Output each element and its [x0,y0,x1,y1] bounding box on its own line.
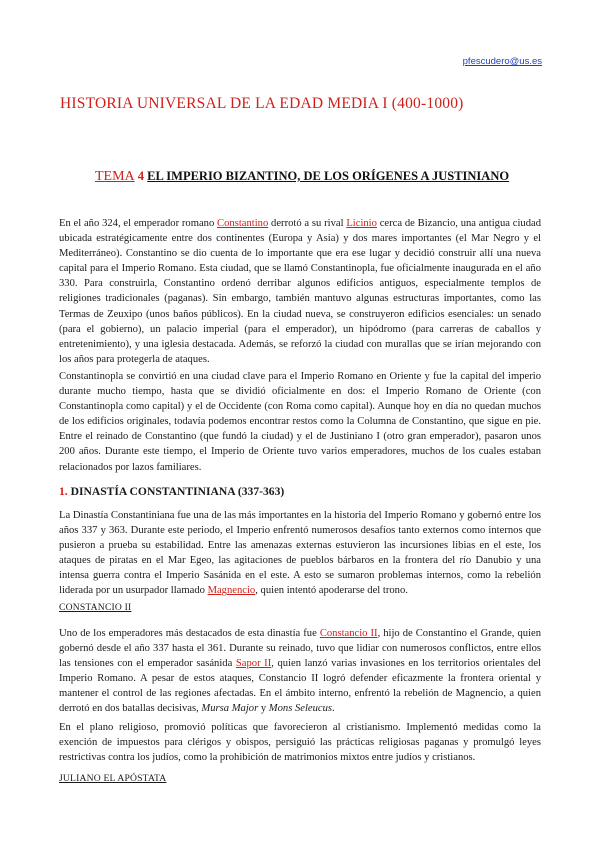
chapter-title: EL IMPERIO BIZANTINO, DE LOS ORÍGENES A JUSTINIANO [147,169,510,183]
paragraph-founding-constantinople [59,216,541,367]
battle-mons-seleucus: Mons Seleucus [268,703,333,715]
chapter-number: 4 [137,169,145,183]
text-run: La Dinastía Constantiniana fue una de las más importantes en la historia del Imperio Romano y gobernó entre los años 337 y 363. Durante este periodo, el Imperio enfrentó numerosos desafíos tanto externos como internos que pusieron a prueba su estabilidad. Entre las amenazas externas estuvieron las incursiones libias en el este, los ataques de piratas en el Mar Egeo, las agitaciones de pueblos bárbaros en la frontera del río Danubio y una intensa guerra contra el Imperio Sasánida en el este. A esto se sumaron problemas internos, como la rebelión liderada por un usurpador llamado [59,510,541,597]
link-magnencio[interactable]: Magnencio [207,585,256,597]
course-title: HISTORIA UNIVERSAL DE LA EDAD MEDIA I (400-1000) [60,95,464,112]
text-run: , hijo de Constantino el Grande, quien gobernó desde el año 337 hasta el 361. Durante su reinado, tuvo que lidiar con numerosos conflictos, entre ellos las tensiones con el emperador sasánida [59,628,542,670]
chapter-label: TEMA [95,169,135,184]
link-licinio[interactable]: Licinio [346,218,377,229]
paragraph-constancio-reign [59,626,541,717]
text-run: derrotó a su rival [268,218,347,229]
link-sapor-ii[interactable]: Sapor II [235,658,272,670]
text-run: , quien intentó apoderarse del trono. [255,585,408,597]
text-run: y [258,703,269,715]
text-run: . [332,703,335,715]
link-constantino[interactable]: Constantino [217,218,269,229]
text-run: Uno de los emperadores más destacados de esta dinastía fue [59,628,320,639]
text-run: , quien lanzó varias invasiones en los territorios orientales del Imperio Romano. A pesar de estos ataques, Constancio II logró defender eficazmente la frontera oriental y mantener el control de las regiones afectadas. En el ámbito interno, enfrentó la rebelión de Magnencio, a quien derrotó en dos batallas decisivas, [59,658,541,715]
paragraph-religious-policy: En el plano religioso, promovió políticas que favorecieron al cristianismo. Implementó medidas como la exención de impuestos para clérigos y obispos, persiguió las prácticas religiosas paganas y promulgó leyes restrictivas contra los judíos, como la prohibición de matrimonios mixtos entre judíos y cristianos. [59,722,541,764]
section-number: 1. [59,485,68,498]
paragraph-dynasty-overview [59,508,541,599]
section-heading-constantinian-dynasty [59,485,284,498]
subheading-constancio-ii: CONSTANCIO II [59,602,132,613]
text-run: cerca de Bizancio, una antigua ciudad ubicada estratégicamente entre dos continentes (Europa y Asia) y dos mares importantes (el Mar Negro y el Mediterráneo). Constantino se dio cuenta de lo importante que era ese lugar y decidió construir allí una nueva capital para el Imperio Romano. Esta ciudad, que se llamó Constantinopla, fue oficialmente inaugurada en el año 330. Para construirla, Constantino ordenó derribar algunos edificios antiguos, especialmente templos de religiones tradicionales (paganas). Sin embargo, también mantuvo algunas estructuras importantes, como las Termas de Zeuxipo (unos baños públicos). En la ciudad nueva, se construyeron edificios esenciales: un senado (para el gobierno), un palacio imperial (para el emperador), un hipódromo (para carreras de caballos y entretenimiento), y una iglesia destacada. Además, se reforzó la ciudad con murallas que se irían mejorando con los años para protegerla de ataques. [59,218,541,365]
link-constancio-ii[interactable]: Constancio II [319,628,378,639]
chapter-heading [95,169,509,185]
section-title: DINASTÍA CONSTANTINIANA (337-363) [67,485,285,498]
paragraph-capital-of-east: Constantinopla se convirtió en una ciudad clave para el Imperio Romano en Oriente y fue la capital del imperio durante mucho tiempo, hasta que se dividió oficialmente en dos: el Imperio Romano de Oriente (con Constantinopla como capital) y el de Occidente (con Roma como capital). Aunque hoy en día no quedan muchos de los edificios originales, todavía podemos encontrar restos como la Columna de Constantino, que sigue en pie. Entre el reinado de Constantino (que fundó la ciudad) y el de Justiniano I (otro gran emperador), pasaron unos 200 años. Durante este tiempo, el Imperio de Oriente tuvo varios emperadores, muchos de los cuales estaban relacionados por lazos familiares. [59,371,541,473]
text-run: En el año 324, el emperador romano [59,218,218,229]
subheading-juliano-el-apostata: JULIANO EL APÓSTATA [59,773,167,784]
author-email-link[interactable]: pfescudero@us.es [462,56,542,67]
battle-mursa-major: Mursa Major [201,703,259,715]
